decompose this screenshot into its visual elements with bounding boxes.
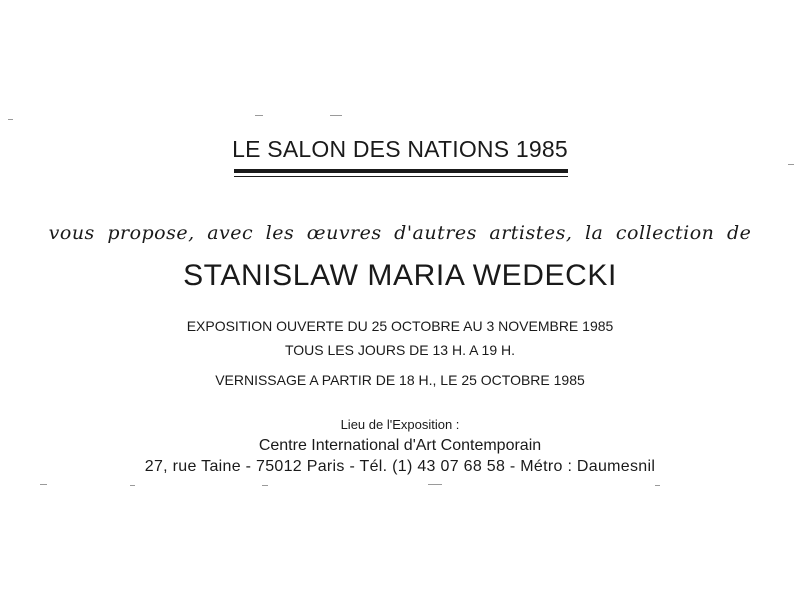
title-rule-thin — [234, 176, 568, 177]
scan-speck — [40, 484, 47, 485]
scan-speck — [130, 485, 135, 486]
exhibition-dates: EXPOSITION OUVERTE DU 25 OCTOBRE AU 3 NOVEMBRE 1985 — [186, 318, 614, 334]
venue-name: Centre International d'Art Contemporain — [258, 437, 542, 454]
opening-reception: VERNISSAGE A PARTIR DE 18 H., LE 25 OCTOBRE 1985 — [215, 372, 585, 388]
title-rule-thick — [234, 169, 568, 173]
scan-speck — [428, 484, 442, 485]
exhibition-hours: TOUS LES JOURS DE 13 H. A 19 H. — [284, 342, 516, 358]
scan-speck — [788, 164, 794, 165]
location-label: Lieu de l'Exposition : — [340, 417, 460, 432]
salon-title: LE SALON DES NATIONS 1985 — [232, 136, 568, 162]
artist-name: STANISLAW MARIA WEDECKI — [183, 259, 617, 292]
venue-address: 27, rue Taine - 75012 Paris - Tél. (1) 43 07 68 58 - Métro : Daumesnil — [144, 458, 656, 475]
scan-speck — [8, 119, 13, 120]
scan-speck — [655, 485, 660, 486]
scan-speck — [330, 115, 342, 116]
intro-script-line: vous propose, avec les œuvres d'autres artistes, la collection de — [48, 222, 752, 244]
scan-speck — [262, 485, 268, 486]
scan-speck — [255, 115, 263, 116]
